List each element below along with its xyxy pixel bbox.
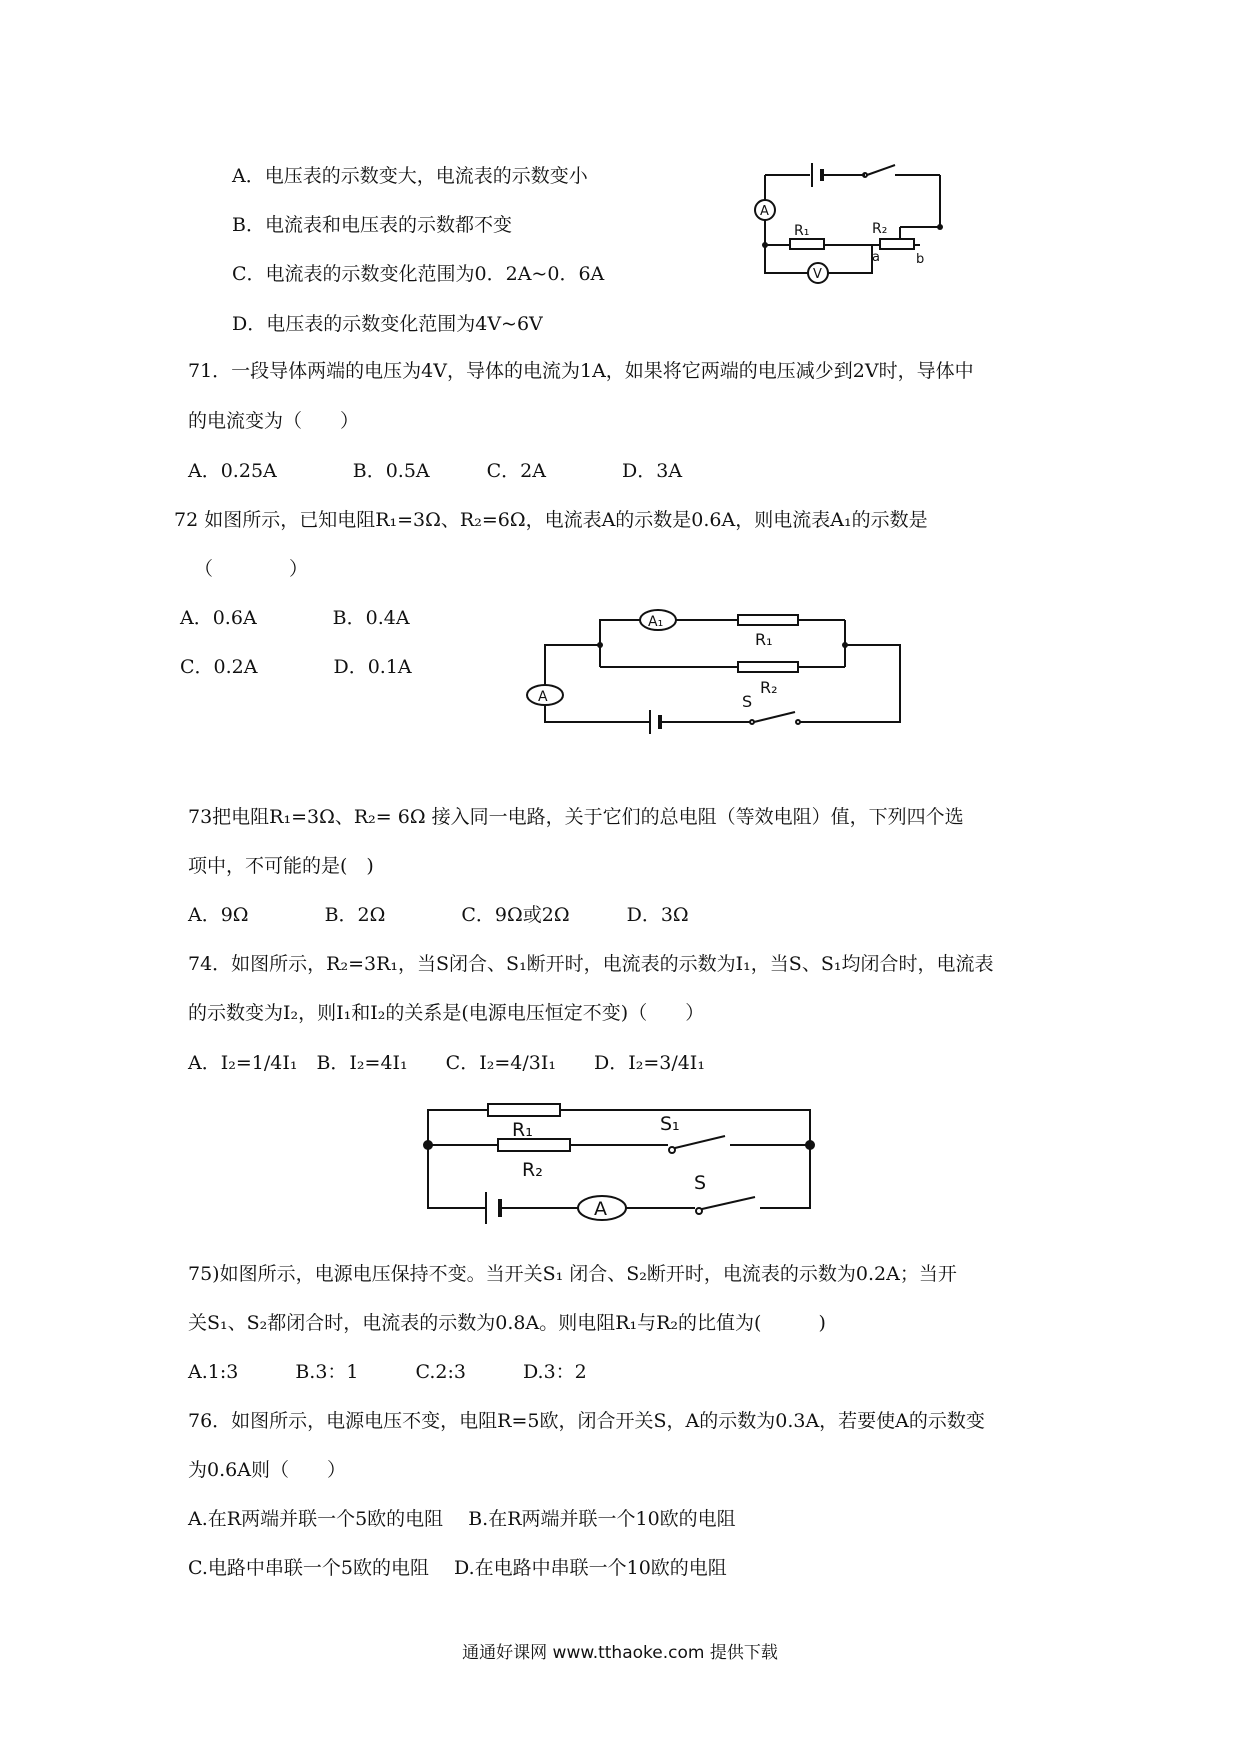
q74-s1-label: S₁ [660, 1113, 680, 1135]
q74-stem-line1: 74．如图所示，R₂=3R₁，当S闭合、S₁断开时，电流表的示数为I₁，当S、S₁均闭合时，电流表 [188, 953, 994, 975]
q73-stem-line1: 73把电阻R₁=3Ω、R₂= 6Ω 接入同一电路，关于它们的总电阻（等效电阻）值，下列四个选 [188, 806, 964, 828]
q72-options-cd: C．0.2A D．0.1A [180, 656, 412, 678]
q72-options-ab: A．0.6A B．0.4A [180, 607, 410, 629]
q70-option-c: C．电流表的示数变化范围为0．2A~0．6A [232, 263, 605, 285]
q72-circuit-diagram [510, 605, 910, 735]
q70-option-a: A．电压表的示数变大，电流表的示数变小 [232, 165, 588, 187]
q70-option-b: B．电流表和电压表的示数都不变 [232, 214, 512, 236]
q75-stem-line1: 75)如图所示，电源电压保持不变。当开关S₁ 闭合、S₂断开时，电流表的示数为0.2A；当开 [188, 1263, 957, 1285]
q74-r2-label: R₂ [522, 1159, 543, 1181]
q74-options: A．I₂=1/4I₁ B．I₂=4I₁ C．I₂=4/3I₁ D．I₂=3/4I₁ [188, 1052, 705, 1074]
q70-r2-label: R₂ [872, 221, 888, 237]
q72-r1-label: R₁ [755, 630, 773, 649]
page-footer: 通通好课网 www.tthaoke.com 提供下载 [462, 1643, 778, 1663]
q75-options: A.1:3 B.3：1 C.2:3 D.3：2 [188, 1361, 587, 1383]
q72-a1-label: A₁ [648, 614, 664, 630]
q75-stem-line2: 关S₁、S₂都闭合时，电流表的示数为0.8A。则电阻R₁与R₂的比值为( ) [188, 1312, 826, 1334]
q76-options-cd: C.电路中串联一个5欧的电阻 D.在电路中串联一个10欧的电阻 [188, 1557, 727, 1579]
q74-stem-line2: 的示数变为I₂，则I₁和I₂的关系是(电源电压恒定不变)（ ） [188, 1002, 705, 1024]
q76-options-ab: A.在R两端并联一个5欧的电阻 B.在R两端并联一个10欧的电阻 [188, 1508, 736, 1530]
q76-stem-line1: 76．如图所示，电源电压不变，电阻R=5欧，闭合开关S，A的示数为0.3A，若要使A的示数变 [188, 1410, 985, 1432]
q70-a-label: a [872, 250, 880, 265]
q74-s-label: S [694, 1172, 707, 1194]
q70-voltmeter-label: V [813, 267, 822, 282]
q72-r2-label: R₂ [760, 678, 778, 697]
q72-a-label: A [538, 689, 548, 705]
q74-a-label: A [594, 1198, 607, 1220]
q71-options: A．0.25A B．0.5A C．2A D．3A [188, 460, 683, 482]
q73-options: A．9Ω B．2Ω C．9Ω或2Ω D．3Ω [188, 904, 689, 926]
q76-stem-line2: 为0.6A则（ ） [188, 1459, 346, 1481]
q73-stem-line2: 项中，不可能的是( ) [188, 855, 374, 877]
q70-circuit-diagram [750, 155, 950, 295]
q70-r1-label: R₁ [794, 223, 810, 239]
q70-ammeter-label: A [760, 204, 769, 219]
q71-stem-line1: 71．一段导体两端的电压为4V，导体的电流为1A，如果将它两端的电压减少到2V时，导体中 [188, 360, 974, 382]
q74-r1-label: R₁ [512, 1119, 533, 1141]
q71-stem-line2: 的电流变为（ ） [188, 410, 360, 432]
q72-stem-line1: 72 如图所示，已知电阻R₁=3Ω、R₂=6Ω，电流表A的示数是0.6A，则电流表A₁的示数是 [174, 509, 928, 531]
q72-stem-line2: （ ） [194, 558, 309, 580]
q70-option-d: D．电压表的示数变化范围为4V~6V [232, 313, 543, 335]
q74-circuit-diagram [420, 1100, 820, 1230]
q72-s-label: S [742, 692, 753, 711]
q70-b-label: b [916, 252, 925, 267]
